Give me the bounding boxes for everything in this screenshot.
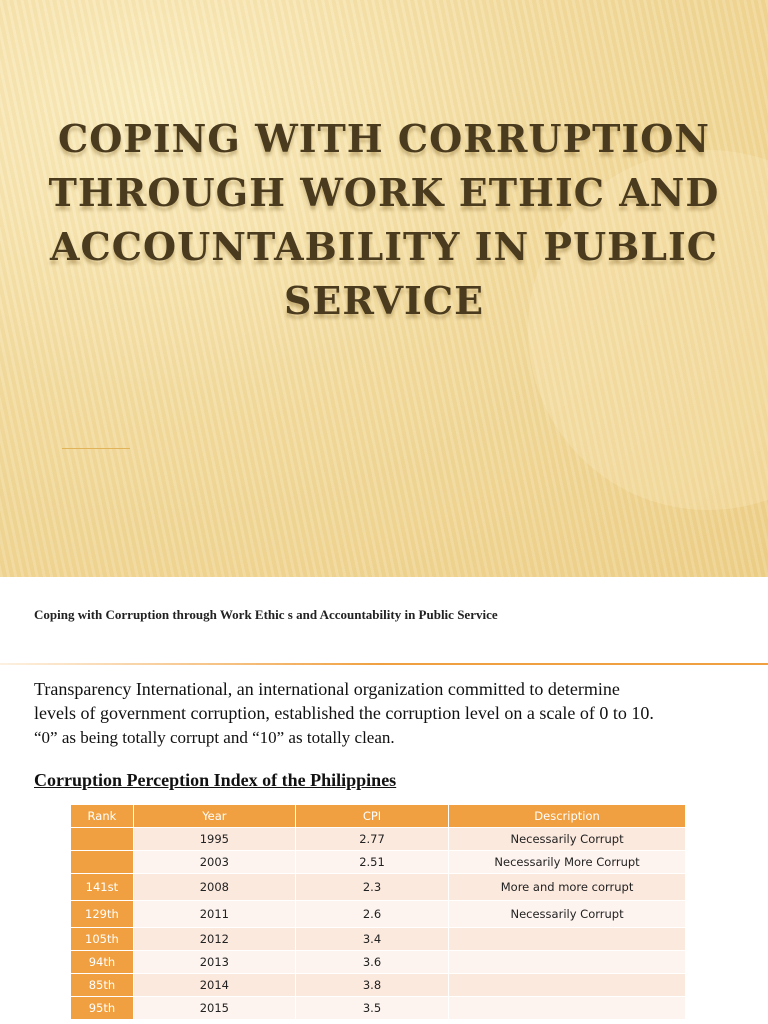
table-row: [71, 928, 686, 951]
rank-cell: 129th: [71, 901, 134, 928]
year-cell: 2003: [133, 851, 295, 874]
cpi-table: [70, 804, 686, 1020]
cpi-cell: 3.8: [295, 974, 448, 997]
intro-line-3: “0” as being totally corrupt and “10” as totally clean.: [34, 728, 395, 747]
header-cpi: CPI: [295, 805, 448, 828]
rank-cell: 95th: [71, 997, 134, 1020]
table-row: [71, 851, 686, 874]
table-row: [71, 828, 686, 851]
table-row: [71, 951, 686, 974]
header-year: Year: [133, 805, 295, 828]
description-cell: Necessarily More Corrupt: [449, 851, 686, 874]
rank-cell: 85th: [71, 974, 134, 997]
table-row: [71, 997, 686, 1020]
description-cell: [449, 997, 686, 1020]
description-cell: [449, 974, 686, 997]
description-cell: Necessarily Corrupt: [449, 828, 686, 851]
rank-cell: 94th: [71, 951, 134, 974]
cpi-cell: 3.5: [295, 997, 448, 1020]
table-header-row: [71, 805, 686, 828]
rank-cell: 141st: [71, 874, 134, 901]
intro-line-2: levels of government corruption, established the corruption level on a scale of 0 to 10.: [34, 703, 654, 723]
year-cell: 2012: [133, 928, 295, 951]
rank-cell: [71, 851, 134, 874]
header-rank: Rank: [71, 805, 134, 828]
cpi-cell: 2.51: [295, 851, 448, 874]
cpi-cell: 3.4: [295, 928, 448, 951]
header-description: Description: [449, 805, 686, 828]
year-cell: 1995: [133, 828, 295, 851]
description-cell: [449, 951, 686, 974]
rank-cell: 105th: [71, 928, 134, 951]
intro-paragraph: [34, 677, 734, 750]
accent-line: [62, 448, 130, 449]
year-cell: 2015: [133, 997, 295, 1020]
slide-title: COPING WITH CORRUPTION THROUGH WORK ETHIC AND ACCOUNTABILITY IN PUBLIC SERVICE: [48, 116, 720, 323]
rank-cell: [71, 828, 134, 851]
cpi-cell: 2.77: [295, 828, 448, 851]
slide-subheader: Coping with Corruption through Work Ethic s and Accountability in Public Service: [34, 607, 498, 622]
content-slide: [0, 577, 768, 1024]
cpi-cell: 2.6: [295, 901, 448, 928]
year-cell: 2011: [133, 901, 295, 928]
description-cell: More and more corrupt: [449, 874, 686, 901]
description-cell: [449, 928, 686, 951]
cpi-cell: 2.3: [295, 874, 448, 901]
table-row: [71, 901, 686, 928]
table-row: [71, 874, 686, 901]
description-cell: Necessarily Corrupt: [449, 901, 686, 928]
table-heading: Corruption Perception Index of the Philippines: [34, 770, 397, 790]
year-cell: 2013: [133, 951, 295, 974]
cpi-cell: 3.6: [295, 951, 448, 974]
year-cell: 2014: [133, 974, 295, 997]
header-divider: [0, 663, 768, 665]
intro-line-1: Transparency International, an international organization committed to determine: [34, 679, 620, 699]
table-row: [71, 974, 686, 997]
year-cell: 2008: [133, 874, 295, 901]
